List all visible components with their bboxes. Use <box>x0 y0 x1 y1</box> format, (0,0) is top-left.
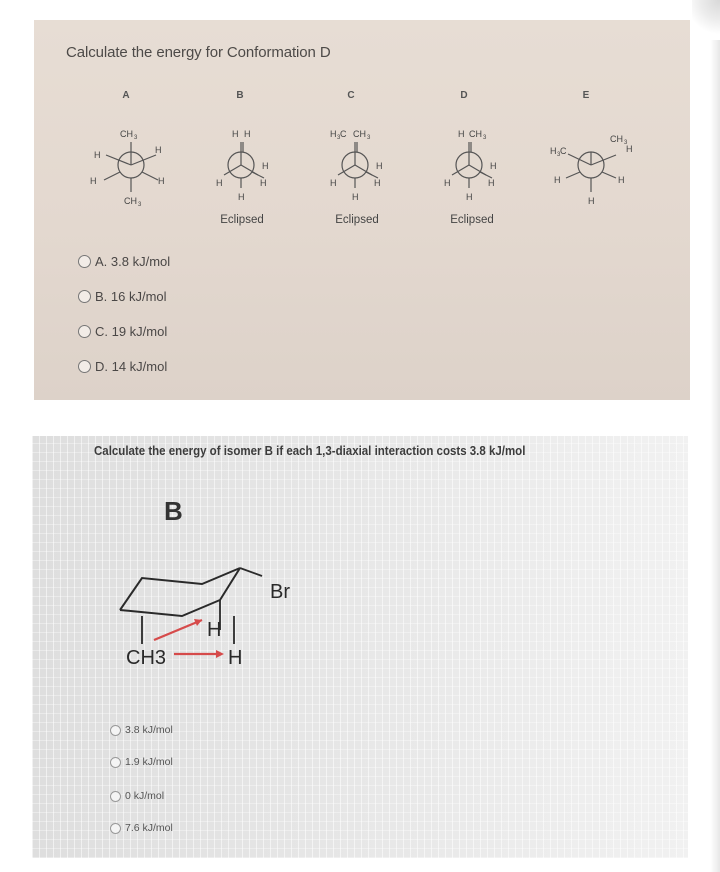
svg-text:H: H <box>330 129 337 139</box>
conformation-letter-a: A <box>122 90 130 101</box>
answer-option-d[interactable] <box>78 359 167 374</box>
svg-text:H: H <box>244 129 251 139</box>
svg-text:CH: CH <box>610 134 623 144</box>
svg-text:H: H <box>158 176 165 186</box>
svg-text:H: H <box>94 150 101 160</box>
svg-text:H: H <box>488 178 495 188</box>
svg-text:H: H <box>374 178 381 188</box>
page-edge-shadow <box>710 0 720 872</box>
question-title: Calculate the energy for Conformation D <box>66 44 331 61</box>
svg-text:C: C <box>560 146 567 156</box>
svg-text:H: H <box>232 129 239 139</box>
svg-text:H: H <box>490 161 497 171</box>
svg-text:CH: CH <box>353 129 366 139</box>
answer-option-4[interactable] <box>110 822 173 834</box>
isomer-label: B <box>164 496 183 526</box>
conformation-letter-e: E <box>582 90 590 101</box>
option-2-label: 1.9 kJ/mol <box>125 756 173 768</box>
option-1-label: 3.8 kJ/mol <box>125 724 173 736</box>
svg-text:H: H <box>330 178 337 188</box>
question-prompt: Calculate the energy of isomer B if each 1,3-diaxial interaction costs 3.8 kJ/mol <box>94 444 526 458</box>
corner-artifact <box>692 0 720 40</box>
svg-text:H: H <box>550 146 557 156</box>
svg-text:3: 3 <box>483 135 487 141</box>
answer-option-a[interactable] <box>78 254 170 269</box>
option-3-label: 0 kJ/mol <box>125 790 165 802</box>
option-c-label: C. 19 kJ/mol <box>95 324 168 339</box>
svg-text:CH: CH <box>469 129 482 139</box>
svg-text:3: 3 <box>134 135 138 141</box>
newman-projection-e <box>536 120 646 230</box>
svg-text:CH: CH <box>124 196 137 206</box>
answer-option-1[interactable] <box>110 724 173 736</box>
svg-text:3: 3 <box>367 135 371 141</box>
svg-text:H: H <box>90 176 97 186</box>
svg-text:3: 3 <box>337 135 341 141</box>
svg-text:H: H <box>262 161 269 171</box>
caption-eclipsed-d: Eclipsed <box>450 214 494 226</box>
caption-eclipsed-b: Eclipsed <box>220 214 264 226</box>
methyl-label: CH3 <box>126 647 167 669</box>
axial-hydrogen-label: H <box>207 619 222 641</box>
radio-2[interactable] <box>110 757 121 768</box>
answer-option-2[interactable] <box>110 756 173 768</box>
option-d-label: D. 14 kJ/mol <box>95 359 168 374</box>
radio-c[interactable] <box>78 325 91 338</box>
question-photo-chair <box>32 436 688 858</box>
svg-text:H: H <box>260 178 267 188</box>
svg-text:H: H <box>238 192 245 202</box>
svg-text:H: H <box>466 192 473 202</box>
caption-eclipsed-c: Eclipsed <box>335 214 379 226</box>
answer-option-3[interactable] <box>110 790 164 802</box>
svg-text:H: H <box>588 196 595 206</box>
answer-option-c[interactable] <box>78 324 167 339</box>
option-b-label: B. 16 kJ/mol <box>95 289 167 304</box>
ring-hydrogen-label: H <box>228 647 243 669</box>
svg-text:H: H <box>626 144 633 154</box>
svg-text:CH: CH <box>120 129 133 139</box>
radio-a[interactable] <box>78 255 91 268</box>
svg-text:3: 3 <box>624 140 628 146</box>
bromine-label: Br <box>270 581 290 603</box>
conformation-letter-b: B <box>236 90 244 101</box>
radio-b[interactable] <box>78 290 91 303</box>
svg-text:H: H <box>444 178 451 188</box>
answer-option-b[interactable] <box>78 289 167 304</box>
option-a-label: A. 3.8 kJ/mol <box>95 254 171 269</box>
svg-text:H: H <box>216 178 223 188</box>
svg-text:H: H <box>458 129 465 139</box>
question-photo-conformations <box>34 20 690 400</box>
svg-text:H: H <box>155 145 162 155</box>
svg-text:H: H <box>376 161 383 171</box>
svg-text:3: 3 <box>138 202 142 208</box>
radio-3[interactable] <box>110 791 121 802</box>
svg-text:3: 3 <box>557 152 561 158</box>
radio-1[interactable] <box>110 725 121 736</box>
conformation-letter-c: C <box>347 90 355 101</box>
radio-d[interactable] <box>78 360 91 373</box>
svg-text:H: H <box>352 192 359 202</box>
svg-text:H: H <box>618 175 625 185</box>
conformation-letter-d: D <box>460 90 468 101</box>
svg-text:C: C <box>340 129 347 139</box>
newman-projection-a <box>76 120 186 230</box>
svg-text:H: H <box>554 175 561 185</box>
radio-4[interactable] <box>110 823 121 834</box>
chair-conformation-diagram <box>102 556 332 686</box>
option-4-label: 7.6 kJ/mol <box>125 822 173 834</box>
